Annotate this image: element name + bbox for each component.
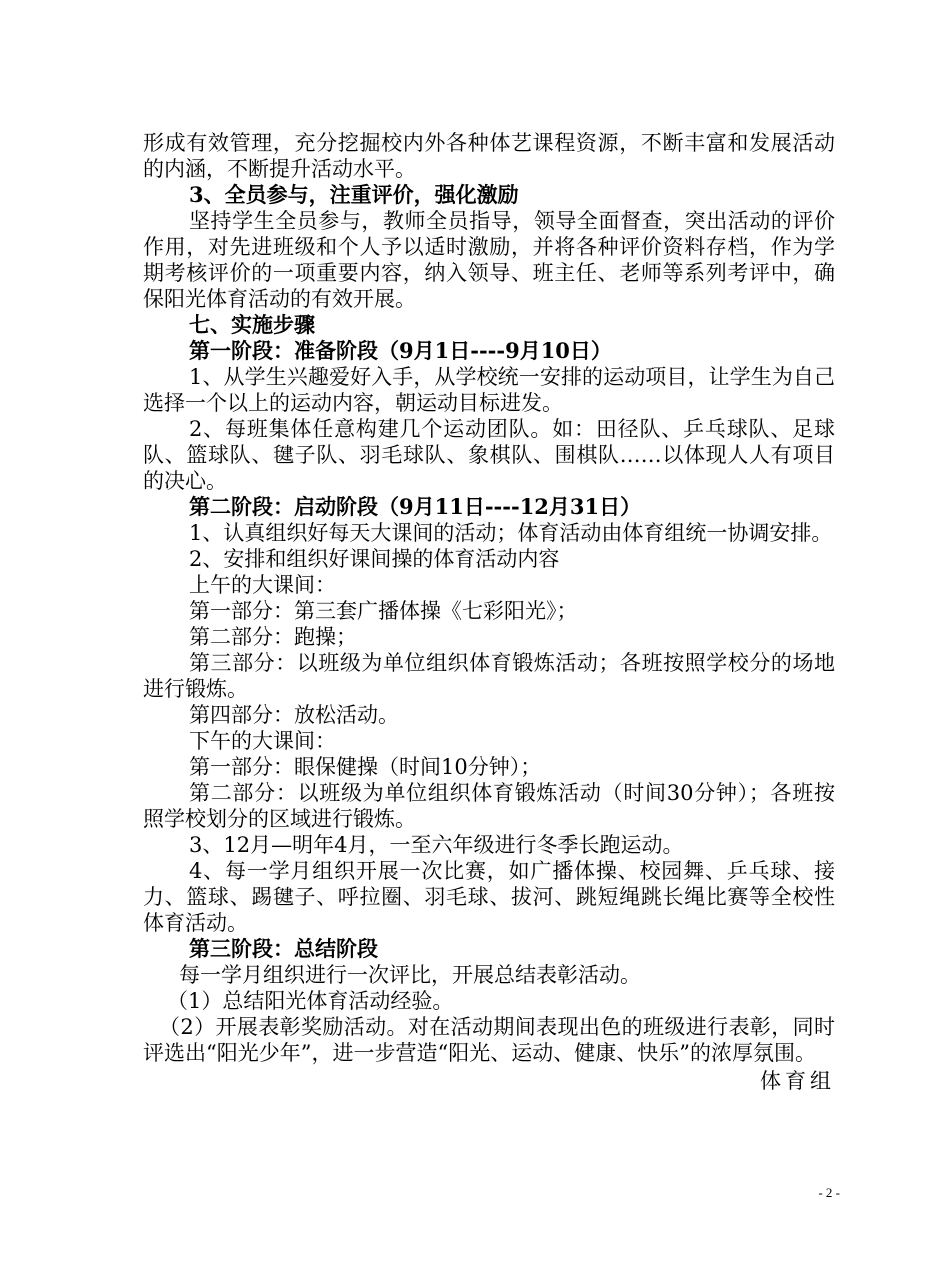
stage-heading: 第一阶段：准备阶段（9月1日----9月10日） xyxy=(189,338,612,363)
document-body xyxy=(143,130,835,1094)
paragraph: 4、每一学月组织开展一次比赛，如广播体操、校园舞、乒乓球、接力、篮球、踢毽子、呼拉圈、羽毛球、拔河、跳短绳跳长绳比赛等全校性体育活动。 xyxy=(143,859,835,935)
stage-heading: 第二阶段：启动阶段（9月11日----12月31日） xyxy=(189,494,642,519)
stage-heading: 第三阶段：总结阶段 xyxy=(189,936,378,961)
signature: 体育组 xyxy=(760,1069,835,1093)
paragraph: 1、认真组织好每天大课间的活动；体育活动由体育组统一协调安排。 xyxy=(189,521,833,545)
paragraph: 第四部分：放松活动。 xyxy=(189,703,399,727)
section-heading: 3、全员参与，注重评价，强化激励 xyxy=(189,182,519,207)
section-heading: 七、实施步骤 xyxy=(189,312,315,337)
paragraph: 上午的大课间： xyxy=(189,573,336,597)
paragraph-continuation: 形成有效管理，充分挖掘校内外各种体艺课程资源，不断丰富和发展活动的内涵，不断提升活动水平。 xyxy=(143,131,835,181)
paragraph: 2、安排和组织好课间操的体育活动内容 xyxy=(189,547,560,571)
paragraph: 1、从学生兴趣爱好入手，从学校统一安排的运动项目，让学生为自己选择一个以上的运动内容，朝运动目标进发。 xyxy=(143,365,835,415)
paragraph: 坚持学生全员参与，教师全员指导，领导全面督查，突出活动的评价作用，对先进班级和个人予以适时激励，并将各种评价资料存档，作为学期考核评价的一项重要内容，纳入领导、班主任、老师等系列考评中，确保阳光体育活动的有效开展。 xyxy=(143,209,835,311)
paragraph: 下午的大课间： xyxy=(189,729,336,753)
paragraph: （2）开展表彰奖励活动。对在活动期间表现出色的班级进行表彰，同时评选出“阳光少年”，进一步营造“阳光、运动、健康、快乐”的浓厚氛围。 xyxy=(143,1015,835,1065)
paragraph: （1）总结阳光体育活动经验。 xyxy=(167,989,454,1013)
paragraph: 第二部分：跑操； xyxy=(189,625,357,649)
paragraph: 第三部分：以班级为单位组织体育锻炼活动；各班按照学校分的场地进行锻炼。 xyxy=(143,651,835,701)
paragraph: 2、每班集体任意构建几个运动团队。如：田径队、乒乓球队、足球队、篮球队、毽子队、羽毛球队、象棋队、围棋队……以体现人人有项目的决心。 xyxy=(143,417,835,493)
paragraph: 3、12月—明年4月，一至六年级进行冬季长跑运动。 xyxy=(189,833,684,857)
paragraph: 第一部分：第三套广播体操《七彩阳光》； xyxy=(189,599,578,623)
paragraph: 第一部分：眼保健操（时间10分钟）； xyxy=(189,755,542,779)
paragraph: 每一学月组织进行一次评比，开展总结表彰活动。 xyxy=(179,963,641,987)
paragraph: 第二部分：以班级为单位组织体育锻炼活动（时间30分钟）；各班按照学校划分的区域进行锻炼。 xyxy=(143,781,835,831)
page-number: - 2 - xyxy=(818,1185,840,1200)
